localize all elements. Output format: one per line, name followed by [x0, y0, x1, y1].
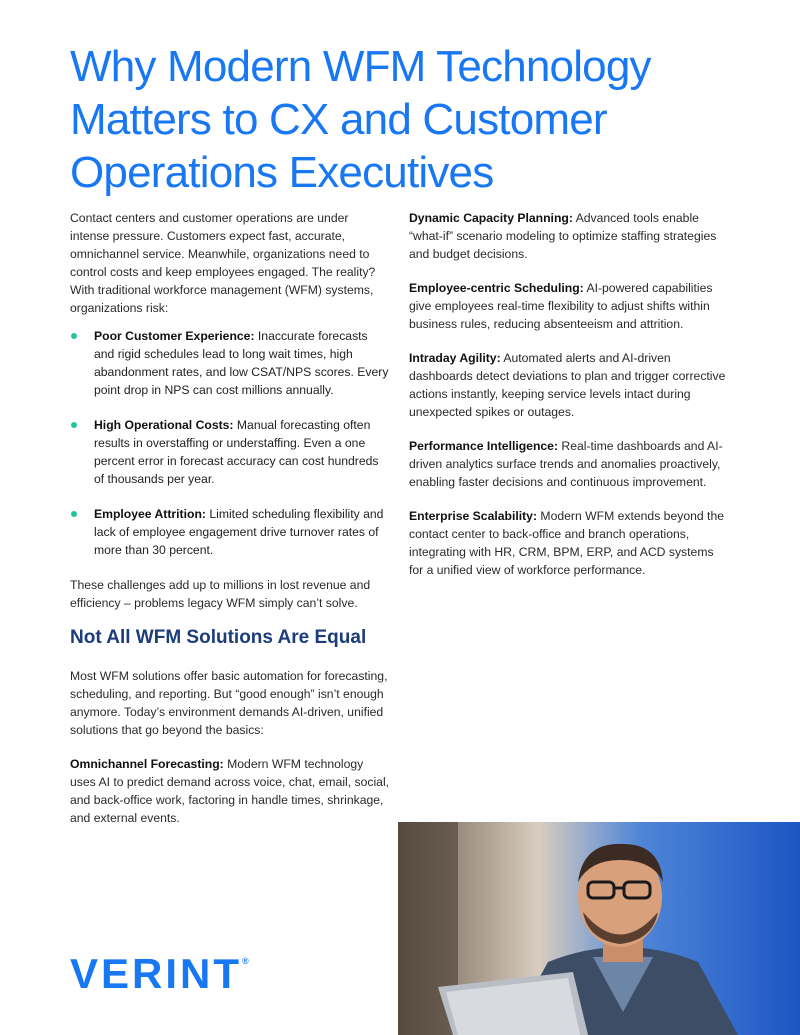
businessman-image [398, 822, 800, 1035]
risk-text: Inaccurate forecasts and rigid schedules lead to long wait times, high abandonment rates, and low CSAT/NPS scores. Every point drop in NPS can cost millions annually. [94, 329, 389, 397]
registered-mark: ® [242, 956, 249, 966]
risk-item [70, 416, 390, 488]
section-heading: Not All WFM Solutions Are Equal [70, 627, 367, 648]
page-title [70, 40, 710, 199]
feature-label: Performance Intelligence: [409, 439, 559, 453]
title-line: Operations Executives [70, 148, 494, 197]
feature-text: Modern WFM technology uses AI to predict demand across voice, chat, email, social, and back-office work, factoring in handle times, shrinkage, and external events. [70, 757, 390, 825]
feature-text: Real-time dashboards and AI-driven analytics surface trends and anomalies proactively, enabling faster decisions and continuous improvement. [409, 439, 723, 489]
summary-paragraph: These challenges add up to millions in lost revenue and efficiency – problems legacy WFM simply can’t solve. [70, 578, 371, 610]
feature-paragraph [409, 437, 729, 491]
intro-paragraph: Contact centers and customer operations are under intense pressure. Customers expect fast, accurate, omnichannel service. Meanwhile, organizations need to control costs and keep employees engaged. The reality? With traditional workforce management (WFM) systems, organizations risk: [70, 211, 376, 315]
bullet-icon [71, 422, 77, 428]
section-intro: Most WFM solutions offer basic automation for forecasting, scheduling, and reporting. But “good enough” isn’t enough anymore. Today’s environment demands AI-driven, unified solutions that go beyond the basics: [70, 669, 388, 737]
risk-label: Poor Customer Experience: [94, 329, 255, 343]
logo-text: VERINT [70, 950, 243, 997]
hero-photo [398, 822, 800, 1035]
feature-label: Intraday Agility: [409, 351, 501, 365]
risk-text: Manual forecasting often results in overstaffing or understaffing. Even a one percent error in forecast accuracy can cost hundreds of thousands per year. [94, 418, 379, 486]
risk-item [70, 505, 390, 559]
title-line: Matters to CX and Customer [70, 95, 607, 144]
risk-list [70, 327, 390, 559]
right-column [409, 209, 729, 579]
feature-label: Dynamic Capacity Planning: [409, 211, 573, 225]
title-line: Why Modern WFM Technology [70, 42, 651, 91]
risk-label: Employee Attrition: [94, 507, 206, 521]
feature-text: AI-powered capabilities give employees real-time flexibility to adjust shifts within business rules, reducing absenteeism and attrition. [409, 281, 713, 331]
feature-label: Enterprise Scalability: [409, 509, 538, 523]
feature-text: Advanced tools enable “what-if” scenario modeling to optimize staffing strategies and budget decisions. [409, 211, 717, 261]
feature-paragraph [70, 755, 390, 827]
risk-text: Limited scheduling flexibility and lack of employee engagement drive turnover rates of more than 30 percent. [94, 507, 384, 557]
feature-label: Employee-centric Scheduling: [409, 281, 584, 295]
verint-logo [70, 950, 249, 998]
risk-item [70, 327, 390, 399]
feature-text: Automated alerts and AI-driven dashboards detect deviations to plan and trigger corrective actions instantly, keeping service levels intact during unexpected spikes or outages. [409, 351, 726, 419]
feature-paragraph [409, 279, 729, 333]
feature-label: Omnichannel Forecasting: [70, 757, 224, 771]
feature-paragraph [409, 507, 729, 579]
feature-paragraph [409, 209, 729, 263]
feature-paragraph [409, 349, 729, 421]
bullet-icon [71, 333, 77, 339]
left-column [70, 209, 390, 827]
feature-text: Modern WFM extends beyond the contact center to back-office and branch operations, integrating with HR, CRM, BPM, ERP, and ACD systems for a unified view of workforce performance. [409, 509, 724, 577]
risk-label: High Operational Costs: [94, 418, 234, 432]
bullet-icon [71, 511, 77, 517]
